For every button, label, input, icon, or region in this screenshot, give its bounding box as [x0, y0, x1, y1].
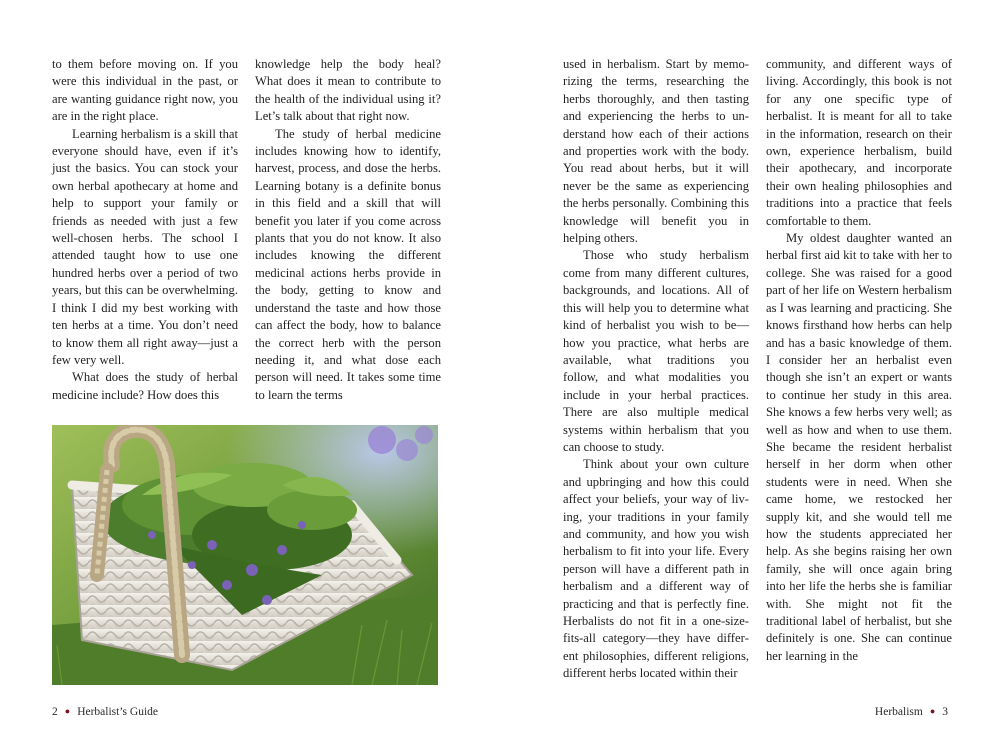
right-page-column-2 — [766, 56, 952, 665]
paragraph: My oldest daughter wanted an herbal first aid kit to take with her to college. She was raised for a good part of her life on Western herbalism as I was learning and practicing. She knows firsthand how herbs can help and has a basic knowledge of them. I consider her an herbalist even though she isn’t an expert or wants to continue her study in this area. She knows a few herbs very well; as well as how and when to use them. She became the resident herbalist herself in her dorm when other students were in need. When she came home, we restocked her supply kit, and she would tell me how the students appreciated her help. As she begins raising her own family, she will once again bring into her life the herbs she is familiar with. She might not fit the traditional label of herbalist, but she definitely is one. She can continue her learning in the — [766, 231, 952, 663]
bullet-icon: ● — [64, 706, 71, 716]
page-number: 3 — [942, 706, 948, 718]
running-title: Herbalist’s Guide — [77, 706, 158, 718]
paragraph: Learning herbalism is a skill that everyone should have, even if it’s just the basics. You can stock your own herbal apothecary at home and help to support your family or friends as needed with just a few well-chosen herbs. The school I attended taught how to use one hundred herbs over a period of two years, but this can be overwhelming. I think I did my best working with ten herbs at a time. You don’t need to know them all right away—just a few very well. — [52, 126, 238, 367]
bullet-icon: ● — [929, 706, 936, 716]
paragraph: used in herbalism. Start by memorizing the terms, researching the herbs thoroughly, and then tasting and experiencing the herbs to understand how each of their actions and properties work with the body. You read about herbs, but it will never be the same as experiencing the herbs personally. Combining this knowledge will benefit you in helping others. — [563, 57, 749, 246]
running-title: Herbalism — [874, 706, 923, 718]
paragraph: The study of herbal medicine includes knowing how to identify, harvest, process, and dose the herbs. Learning botany is a definite bonus in this field and a skill that will benefit you later if you come across plants that you do not know. It also includes knowing the different medicinal actions herbs provide in the body, getting to know and understand the taste and how those can affect the body, how to balance the correct herb with the person needing it, and what dose each person will need. It takes some time to learn the terms — [255, 126, 441, 402]
right-page-footer — [875, 706, 948, 718]
right-page-column-1 — [563, 56, 749, 683]
left-page-column-2 — [255, 56, 441, 404]
paragraph: Think about your own culture and upbringing and how this could affect your beliefs, your way of living, your traditions in your family and community, and how you wish herbalism to fit into your life. Every person will have a different path in herbalism and a different way of practicing and that is perfectly fine. Herbalists do not fit in a one-size-fits-all category—they have different philosophies, different religions, different herbs located within their — [563, 457, 749, 681]
herb-basket-photo — [52, 425, 438, 685]
left-page-column-1 — [52, 56, 238, 404]
paragraph: community, and different ways of living. Accordingly, this book is not for any one specific type of herbalist. It is meant for all to take in the information, research on their own, experience herbalism, build their apothecary, and incorporate their own healing philosophies and traditions into a practice that feels comfortable to them. — [766, 57, 952, 228]
paragraph: knowledge help the body heal? What does it mean to contribute to the health of the individual using it? Let’s talk about that right now. — [255, 57, 441, 124]
paragraph: Those who study herbalism come from many different cultures, backgrounds, and locations. All of this will help you to determine what kind of herbalist you wish to be—how you practice, what herbs are available, what traditions you follow, and what modalities you include in your herbal practices. There are also multiple medical systems within herbalism that you can choose to study. — [563, 248, 749, 454]
left-page-footer — [52, 706, 158, 718]
page-number: 2 — [52, 706, 58, 718]
paragraph: to them before moving on. If you were this individual in the past, or are wanting guidance right now, you are in the right place. — [52, 57, 238, 124]
paragraph: What does the study of herbal medicine include? How does this — [52, 370, 238, 402]
